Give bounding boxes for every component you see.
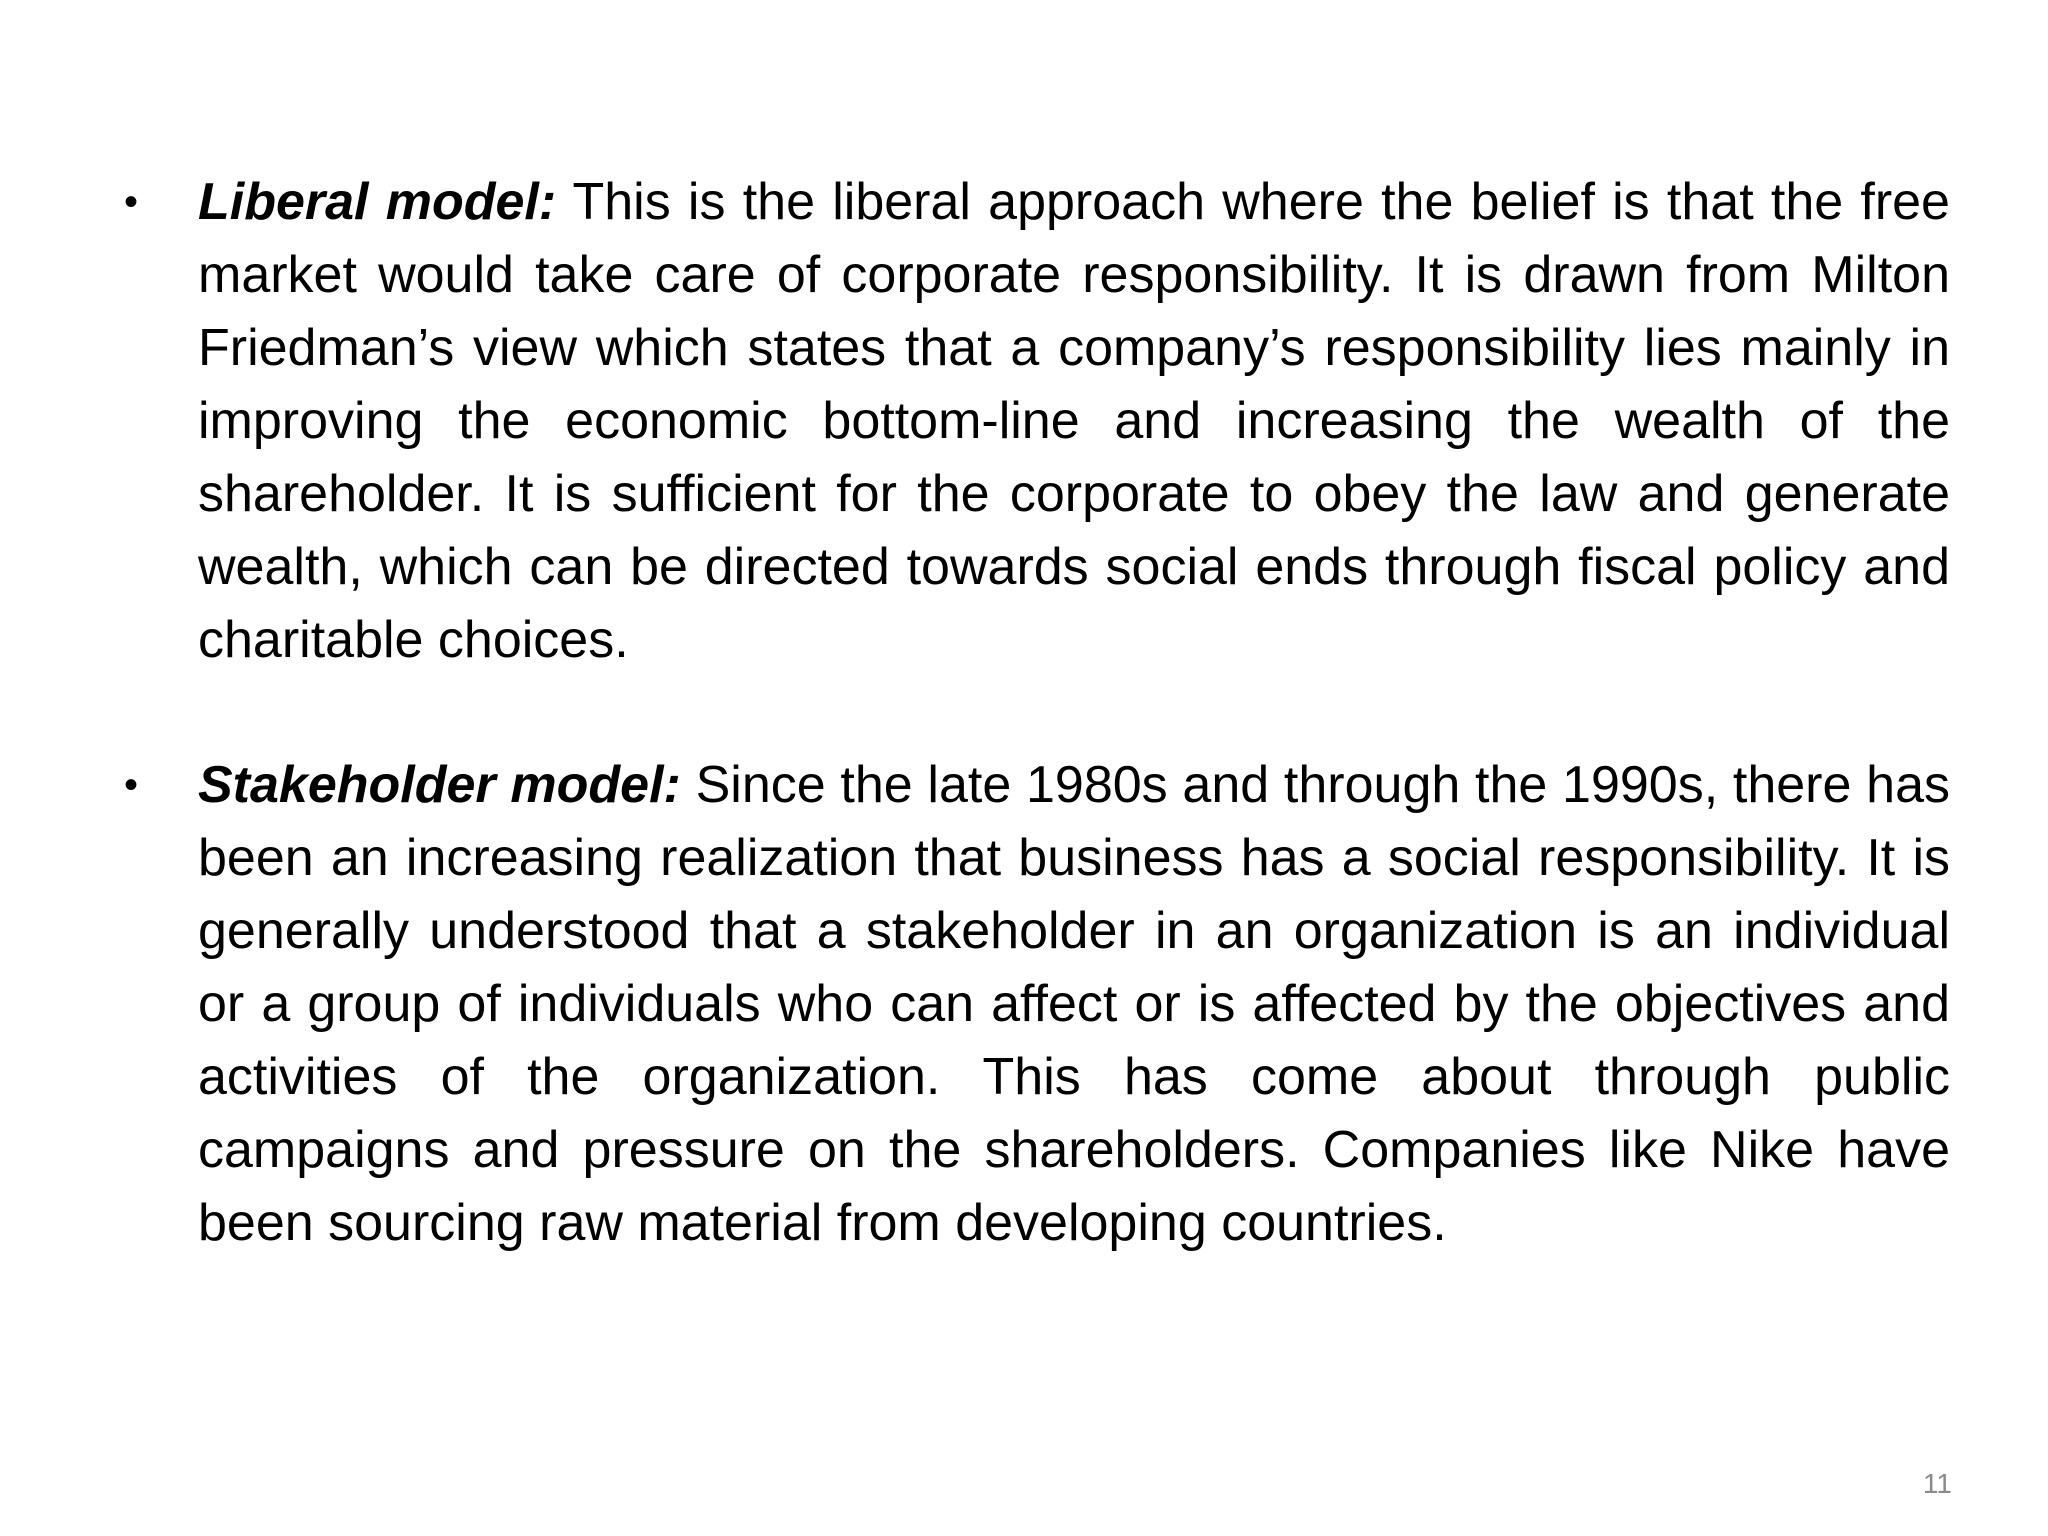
bullet-text: This is the liberal approach where the belief is that the free market would take care of corporate responsibility. It is drawn from Milton Friedman’s view which states that a company’s responsibility lies mainly in improving the economic bottom-line and increasing the wealth of the shareholder. It is sufficient for the corporate to obey the law and generate wealth, which can be directed towards social ends through fiscal policy and charitable choices. bbox=[198, 173, 1950, 669]
bullet-icon: • bbox=[124, 180, 139, 224]
bullet-item-liberal-model bbox=[118, 166, 1950, 677]
page-number: 11 bbox=[1922, 1468, 1952, 1499]
bullet-term: Stakeholder model: bbox=[198, 756, 681, 814]
bullet-list bbox=[118, 166, 1950, 1332]
bullet-item-stakeholder-model bbox=[118, 749, 1950, 1260]
bullet-icon: • bbox=[124, 763, 139, 807]
bullet-text: Since the late 1980s and through the 1990s, there has been an increasing realization that business has a social responsibility. It is generally understood that a stakeholder in an organization is an individual or a group of individuals who can affect or is affected by the objectives and activities of the organization. This has come about through public campaigns and pressure on the shareholders. Companies like Nike have been sourcing raw material from developing countries. bbox=[198, 756, 1950, 1252]
bullet-term: Liberal model: bbox=[198, 173, 557, 231]
